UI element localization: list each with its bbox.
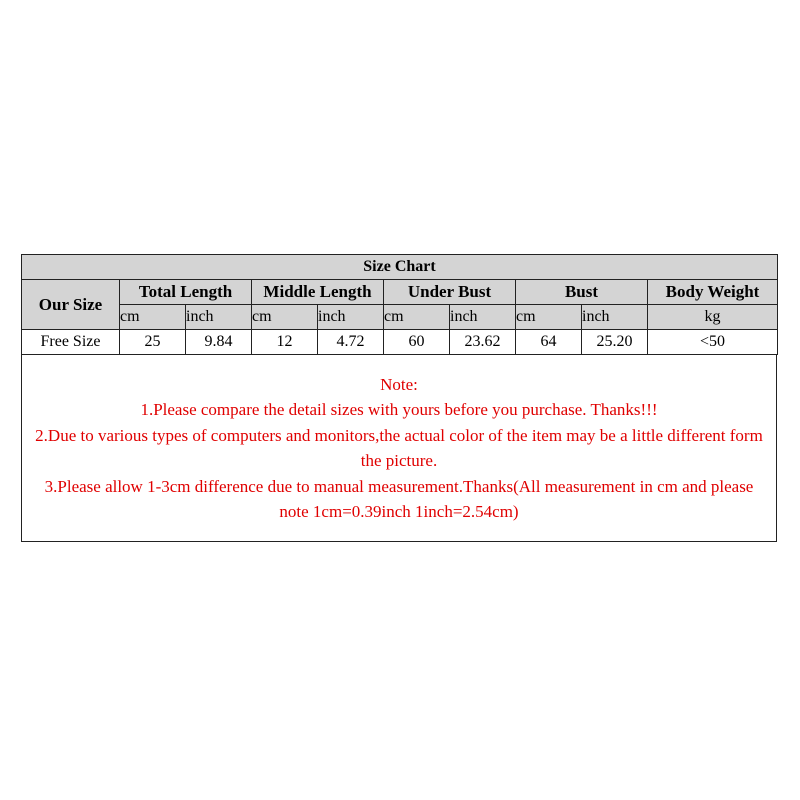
weight-value-cell: <50 [648,330,778,355]
middle-length-header: Middle Length [252,280,384,305]
table-row [22,330,778,355]
unit-cell: kg [648,305,778,330]
size-chart [21,254,777,542]
our-size-header: Our Size [22,280,120,330]
value-cell: 25 [120,330,186,355]
value-cell: 12 [252,330,318,355]
size-label-cell: Free Size [22,330,120,355]
body-weight-header: Body Weight [648,280,778,305]
value-cell: 4.72 [318,330,384,355]
notes-box [21,355,777,542]
unit-cell: inch [318,305,384,330]
unit-cell: inch [582,305,648,330]
unit-cell: inch [450,305,516,330]
value-cell: 60 [384,330,450,355]
unit-cell: cm [384,305,450,330]
table-title: Size Chart [22,255,778,280]
unit-cell: cm [252,305,318,330]
unit-cell: cm [120,305,186,330]
value-cell: 25.20 [582,330,648,355]
value-cell: 23.62 [450,330,516,355]
value-cell: 64 [516,330,582,355]
unit-cell: cm [516,305,582,330]
note-heading: Note: [380,374,418,394]
note-line-2: 2.Due to various types of computers and monitors,the actual color of the item may be a little different form the picture. [35,425,763,470]
value-cell: 9.84 [186,330,252,355]
note-line-3: 3.Please allow 1-3cm difference due to manual measurement.Thanks(All measurement in cm and please note 1cm=0.39inch 1inch=2.54cm) [44,476,754,521]
note-line-1: 1.Please compare the detail sizes with yours before you purchase. Thanks!!! [140,400,658,419]
total-length-header: Total Length [120,280,252,305]
unit-cell: inch [186,305,252,330]
size-table [21,254,778,355]
under-bust-header: Under Bust [384,280,516,305]
bust-header: Bust [516,280,648,305]
